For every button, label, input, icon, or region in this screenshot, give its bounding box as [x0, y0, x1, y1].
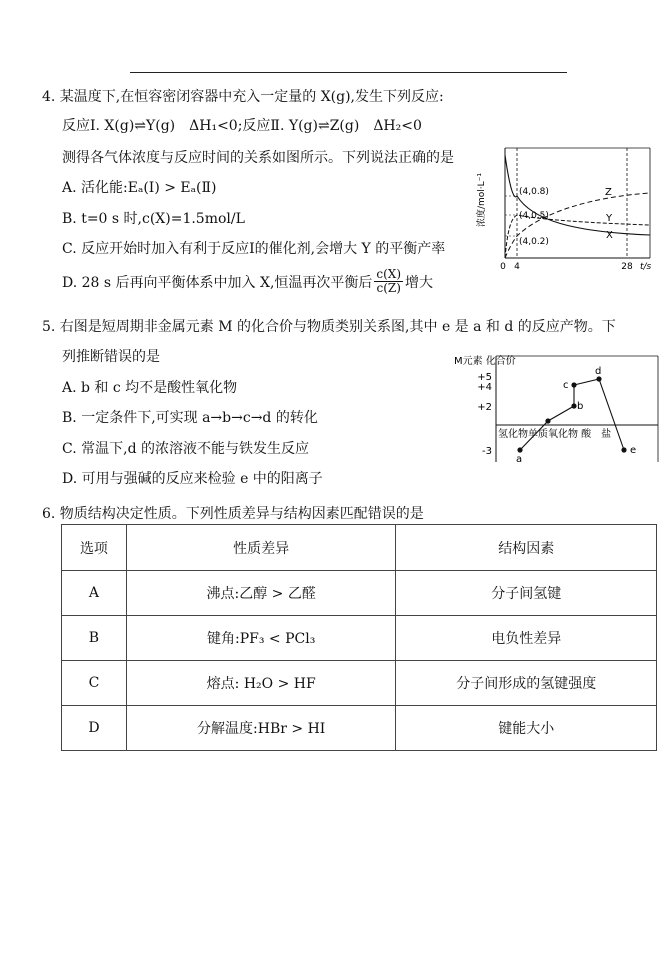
q4-stem2: 测得各气体浓度与反应时间的关系如图所示。下列说法正确的是: [62, 150, 454, 166]
table-row: [62, 706, 657, 751]
q4-option-d-tail: 增大: [405, 274, 434, 291]
cell-option: D: [62, 706, 127, 751]
q5-point-simple: [545, 418, 550, 423]
cell-option: B: [62, 616, 127, 661]
q4-label-point3: (4,0.2): [519, 237, 549, 247]
header-option: 选项: [62, 525, 127, 571]
cell-structure: 分子间氢键: [396, 571, 657, 616]
cell-property: 沸点:乙醇 > 乙醛: [126, 571, 396, 616]
q6-table: [61, 524, 657, 751]
q5-label-b: b: [577, 401, 584, 412]
q4-label-x: X: [606, 230, 613, 241]
q4-chart-ylabel: 浓度/mol·L⁻¹: [477, 172, 487, 228]
header-property: 性质差异: [126, 525, 396, 571]
cell-property: 分解温度:HBr > HI: [126, 706, 396, 751]
cell-structure: 电负性差异: [396, 616, 657, 661]
q5-ytick-minus3: -3: [482, 446, 492, 457]
top-rule: [130, 72, 567, 73]
q4-concentration-chart: [472, 140, 662, 275]
q4-label-z: Z: [605, 187, 612, 198]
q5-label-d: d: [595, 366, 602, 377]
q4-option-c: C. 反应开始时加入有利于反应Ⅰ的催化剂,会增大 Y 的平衡产率: [62, 241, 446, 257]
q4-reactions: 反应Ⅰ. X(g)⇌Y(g) ΔH₁<0;反应Ⅱ. Y(g)⇌Z(g) ΔH₂<0: [62, 118, 422, 134]
q4-x-origin: 0: [500, 262, 506, 272]
q5-ytick-plus5: +5: [477, 372, 492, 383]
table-row: [62, 571, 657, 616]
cell-structure: 键能大小: [396, 706, 657, 751]
q4-option-a: A. 活化能:Eₐ(Ⅰ) > Eₐ(Ⅱ): [62, 180, 217, 196]
q5-option-a: A. b 和 c 均不是酸性氧化物: [62, 380, 238, 396]
q5-option-c: C. 常温下,d 的浓溶液不能与铁发生反应: [62, 441, 309, 457]
q5-point-a: [517, 447, 522, 452]
q4-option-d: [62, 268, 433, 295]
table-header-row: [62, 525, 657, 571]
q5-ytick-plus4: +4: [477, 382, 492, 393]
header-structure: 结构因素: [396, 525, 657, 571]
q5-ytick-plus2: +2: [477, 402, 492, 413]
q5-point-d: [596, 376, 601, 381]
q4-option-d-fraction: [374, 268, 403, 295]
cell-property: 键角:PF₃ < PCl₃: [126, 616, 396, 661]
q4-option-b: B. t=0 s 时,c(X)=1.5mol/L: [62, 211, 245, 227]
q4-option-d-text: D. 28 s 后再向平衡体系中加入 X,恒温再次平衡后: [62, 274, 373, 291]
q5-label-e: e: [630, 445, 637, 456]
q5-point-c: [571, 382, 576, 387]
q5-option-b: B. 一定条件下,可实现 a→b→c→d 的转化: [62, 410, 318, 426]
q4-x-label: t/s: [640, 262, 652, 272]
cell-structure: 分子间形成的氢键强度: [396, 661, 657, 706]
q5-point-e: [621, 447, 626, 452]
q4-label-point1: (4,0.8): [519, 187, 549, 197]
q4-x-tick-28: 28: [621, 262, 633, 272]
q5-label-a: a: [516, 454, 523, 465]
q6-stem: 6. 物质结构决定性质。下列性质差异与结构因素匹配错误的是: [42, 506, 424, 522]
table-row: [62, 661, 657, 706]
q4-label-y: Y: [606, 213, 613, 224]
table-row: [62, 616, 657, 661]
q5-chart-ylabel: M元素 化合价: [454, 356, 516, 367]
q5-valence-chart: [452, 350, 662, 470]
q5-chart-xlabel: 氢化物单质氧化物 酸 盐: [498, 429, 612, 440]
q5-option-d: D. 可用与强碱的反应来检验 e 中的阳离子: [62, 471, 323, 487]
q4-label-point2: (4,0.5): [519, 211, 549, 221]
cell-option: A: [62, 571, 127, 616]
q4-stem: 4. 某温度下,在恒容密闭容器中充入一定量的 X(g),发生下列反应:: [42, 89, 444, 105]
cell-property: 熔点: H₂O > HF: [126, 661, 396, 706]
q5-point-b: [571, 403, 576, 408]
fraction-denominator: c(Z): [376, 281, 401, 295]
q5-label-c: c: [563, 380, 569, 391]
fraction-numerator: c(X): [376, 267, 402, 281]
cell-option: C: [62, 661, 127, 706]
q5-stem-line1: 5. 右图是短周期非金属元素 M 的化合价与物质类别关系图,其中 e 是 a 和 d 的反应产物。下: [42, 319, 616, 335]
q4-x-tick-4: 4: [514, 262, 520, 272]
q5-stem-line2: 列推断错误的是: [62, 349, 160, 365]
